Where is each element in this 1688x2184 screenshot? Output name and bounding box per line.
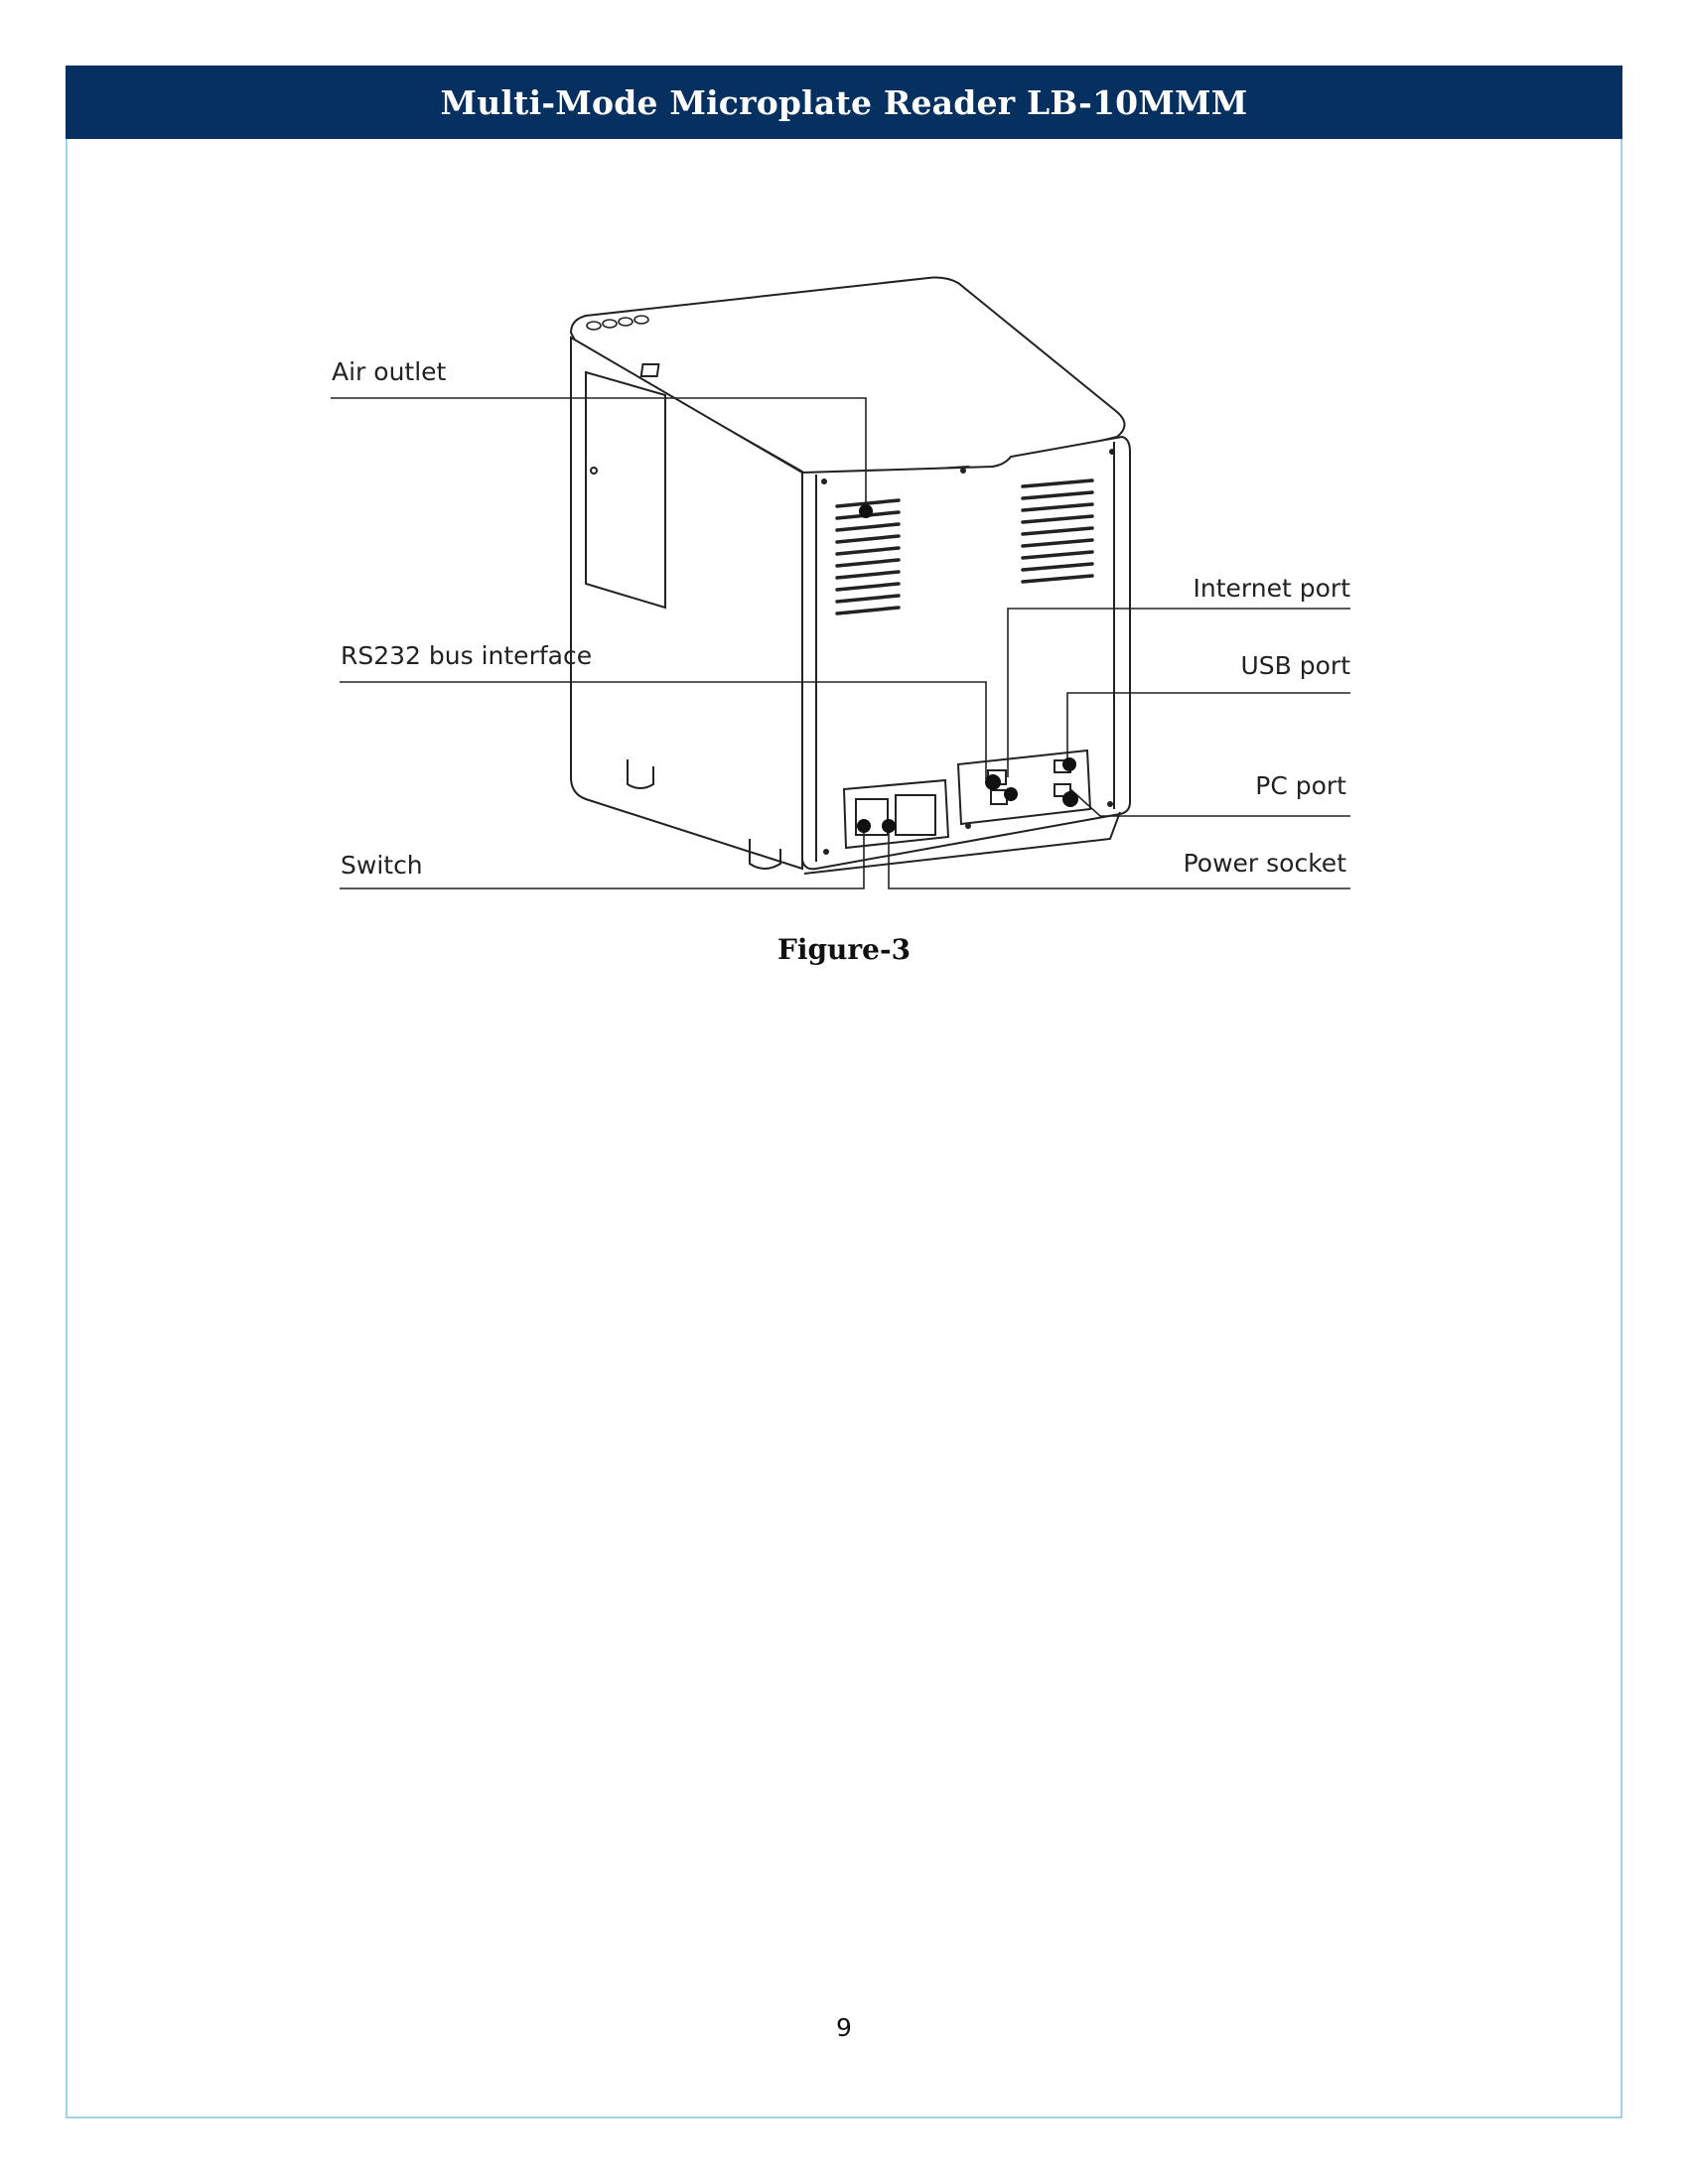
label-power-socket: Power socket <box>1183 849 1346 878</box>
figure-caption: Figure-3 <box>776 933 912 966</box>
device-drawing <box>571 278 1130 874</box>
label-switch: Switch <box>341 851 423 880</box>
label-pc-port: PC port <box>1255 771 1346 800</box>
label-internet-port: Internet port <box>1193 574 1350 603</box>
label-air-outlet: Air outlet <box>332 357 447 386</box>
page-number: 9 <box>836 2013 852 2042</box>
label-usb-port: USB port <box>1240 651 1350 680</box>
page-title: Multi-Mode Microplate Reader LB-10MMM <box>440 82 1248 122</box>
label-rs232-interface: RS232 bus interface <box>341 641 593 670</box>
